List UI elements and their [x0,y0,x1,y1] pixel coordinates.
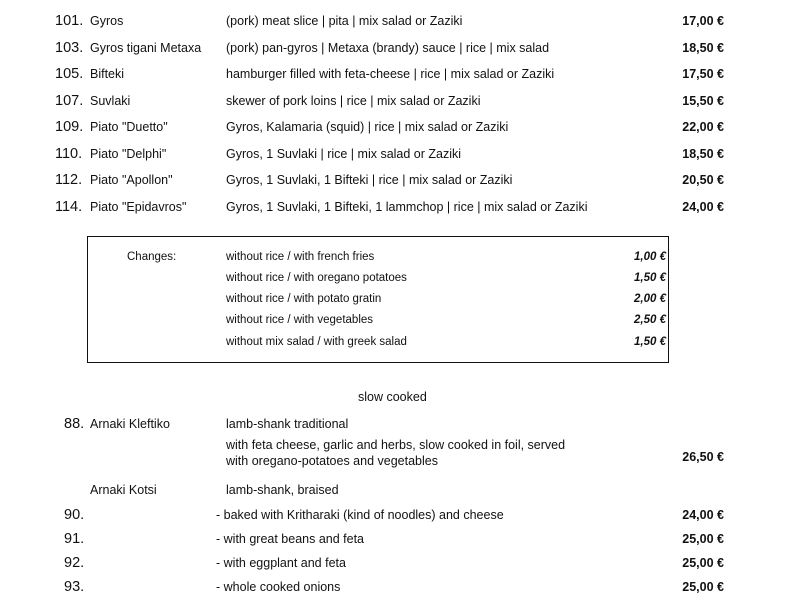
item-price: 15,50 € [682,94,724,108]
item-number: 109. [55,119,84,135]
item-description: Gyros, Kalamaria (squid) | rice | mix salad or Zaziki [226,120,509,134]
item-price: 25,00 € [682,580,724,594]
item-name: Gyros [90,14,124,28]
change-price: 1,50 € [634,336,666,348]
change-description: without rice / with french fries [226,251,375,263]
item-description: hamburger filled with feta-cheese | rice | mix salad or Zaziki [226,67,555,81]
item-number: 105. [55,66,84,82]
item-price: 17,00 € [682,14,724,28]
item-name: Gyros tigani Metaxa [90,41,202,55]
item-number: 112. [55,172,83,188]
change-description: without rice / with vegetables [226,314,374,326]
item-price: 25,00 € [682,556,724,570]
item-description: - with great beans and feta [216,532,365,546]
item-number: 101. [55,13,84,29]
item-price: 18,50 € [682,147,724,161]
item-price: 24,00 € [682,200,724,214]
item-description: (pork) meat slice | pita | mix salad or Zaziki [226,14,463,28]
item-name: Arnaki Kotsi [90,483,157,497]
item-number: 88. [64,416,85,432]
changes-label: Changes: [127,251,177,263]
item-description: skewer of pork loins | rice | mix salad or Zaziki [226,94,481,108]
change-price: 1,50 € [634,272,666,284]
item-number: 107. [55,93,84,109]
item-name: Piato "Duetto" [90,120,168,134]
item-description: with feta cheese, garlic and herbs, slow cooked in foil, served [226,438,566,452]
item-description: - baked with Kritharaki (kind of noodles) and cheese [216,508,504,522]
item-description: - with eggplant and feta [216,556,346,570]
item-number: 114. [55,199,83,215]
item-price: 24,00 € [682,508,724,522]
item-description: (pork) pan-gyros | Metaxa (brandy) sauce | rice | mix salad [226,41,550,55]
item-name: Suvlaki [90,94,131,108]
item-name: Piato "Apollon" [90,173,173,187]
change-price: 2,50 € [634,314,666,326]
change-description: without mix salad / with greek salad [226,336,407,348]
section-heading-slow-cooked: slow cooked [358,390,427,404]
item-price: 18,50 € [682,41,724,55]
item-description: lamb-shank traditional [226,417,349,431]
item-name: Bifteki [90,67,125,81]
cut-off-row [58,0,88,1]
item-price: 22,00 € [682,120,724,134]
item-name: Piato "Delphi" [90,147,167,161]
change-description: without rice / with potato gratin [226,293,382,305]
item-description: lamb-shank, braised [226,483,339,497]
change-description: without rice / with oregano potatoes [226,272,407,284]
item-name: Arnaki Kleftiko [90,417,170,431]
item-name: Piato "Epidavros" [90,200,187,214]
item-number: 92. [64,555,85,571]
item-description: with oregano-potatoes and vegetables [226,454,438,468]
item-description: Gyros, 1 Suvlaki | rice | mix salad or Zaziki [226,147,462,161]
item-number: 103. [55,40,84,56]
item-number: 90. [64,507,85,523]
item-number: 91. [64,531,85,547]
item-price: 17,50 € [682,67,724,81]
item-description: Gyros, 1 Suvlaki, 1 Bifteki, 1 lammchop | rice | mix salad or Zaziki [226,200,588,214]
item-price: 20,50 € [682,173,724,187]
item-price: 25,00 € [682,532,724,546]
item-number: 93. [64,579,85,595]
change-price: 2,00 € [634,293,666,305]
item-price: 26,50 € [682,450,724,464]
item-number: 110. [55,146,83,162]
change-price: 1,00 € [634,251,666,263]
item-description: Gyros, 1 Suvlaki, 1 Bifteki | rice | mix salad or Zaziki [226,173,513,187]
item-description: - whole cooked onions [216,580,341,594]
